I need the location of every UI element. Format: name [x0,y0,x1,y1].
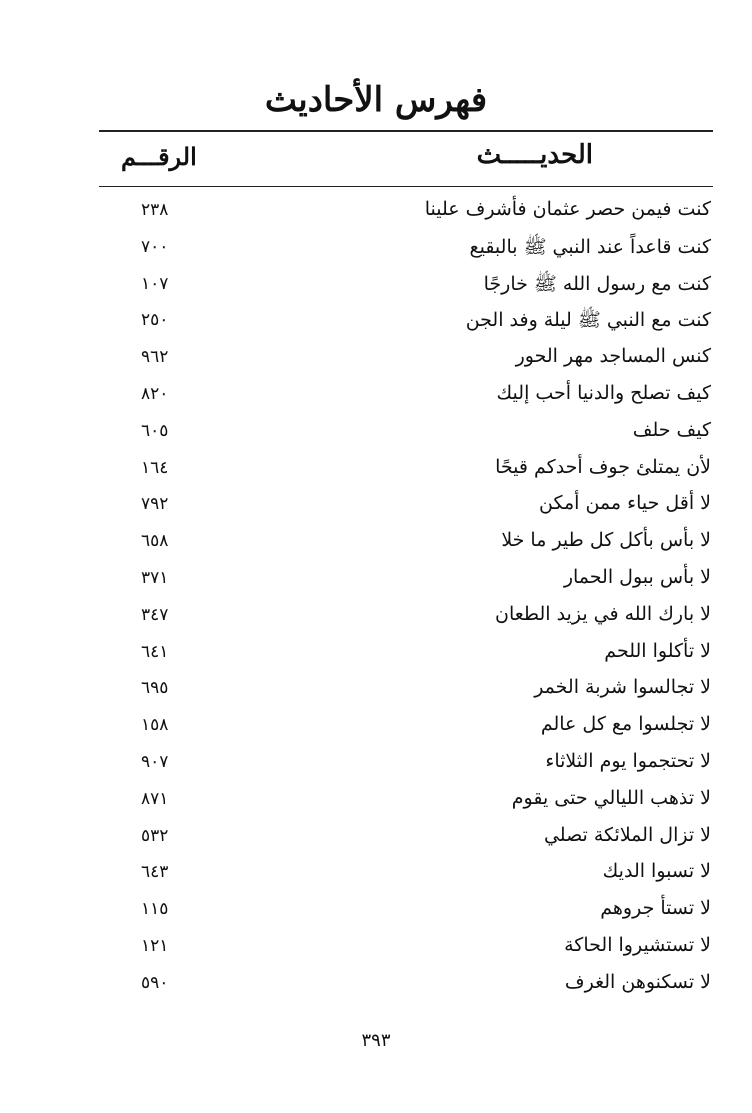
column-header-number: الرقـــم [121,142,197,171]
list-item [99,856,713,893]
hadith-text: لا تأكلوا اللحم [604,639,711,662]
hadith-text: لا بأس بأكل كل طير ما خلا [501,529,711,552]
hadith-number: ٢٣٨ [141,200,169,220]
column-header-hadith: الحديـــــث [476,140,593,170]
list-item [99,488,713,525]
hadith-text: لا تزال الملائكة تصلي [543,823,711,846]
hadith-text: كنت مع النبي ﷺ ليلة وفد الجن [465,309,711,332]
hadith-number: ١٠٧ [141,273,169,294]
list-item [99,231,713,268]
hadith-number: ٨٧١ [141,788,169,809]
page-title: فهرس الأحاديث [264,80,488,120]
hadith-number: ٩٠٧ [141,751,169,772]
hadith-text: لا بارك الله في يزيد الطعان [494,602,711,625]
hadith-number: ٢٥٠ [141,310,169,331]
hadith-index-list [99,194,713,1004]
hadith-number: ١٢١ [141,935,169,956]
list-item [99,268,713,305]
hadith-number: ٣٤٧ [141,604,169,625]
hadith-number: ٧٩٢ [141,494,169,515]
hadith-text: لا تحتجموا يوم الثلاثاء [545,749,711,772]
hadith-number: ٧٠٠ [141,236,169,257]
list-item [99,304,713,341]
list-item [99,893,713,930]
hadith-text: كنت مع رسول الله ﷺ خارجًا [483,272,711,295]
hadith-number: ٦٤٣ [141,862,169,883]
hadith-number: ١٦٤ [141,457,169,478]
list-item [99,599,713,636]
hadith-text: لا تسبوا الديك [602,860,711,883]
hadith-text: لا بأس ببول الحمار [563,565,711,588]
page-number: ٣٩٣ [361,1030,391,1051]
hadith-number: ٥٣٢ [141,825,169,846]
hadith-number: ٦٩٥ [141,678,169,699]
list-item [99,452,713,489]
list-item [99,562,713,599]
list-item [99,194,713,231]
list-item [99,415,713,452]
hadith-text: لا تذهب الليالي حتى يقوم [511,786,711,809]
hadith-number: ٦٠٥ [141,420,169,441]
list-item [99,525,713,562]
hadith-number: ١٥٨ [141,715,169,736]
header-bottom-rule [99,186,713,187]
hadith-number: ٨٢٠ [141,383,169,404]
list-item [99,967,713,1004]
list-item [99,930,713,967]
hadith-text: كيف تصلح والدنيا أحب إليك [496,381,711,404]
hadith-number: ٦٤١ [141,641,169,662]
hadith-text: لا تستأ جروهم [600,897,711,920]
hadith-number: ٥٩٠ [141,972,169,993]
hadith-text: لا تستشيروا الحاكة [564,933,711,956]
hadith-text: لا تسكنوهن الغرف [564,970,711,993]
hadith-number: ١١٥ [141,899,169,920]
list-item [99,341,713,378]
table-header [99,136,713,182]
hadith-text: لا أقل حياء ممن أمكن [539,492,711,515]
hadith-text: لا تجلسوا مع كل عالم [540,713,711,736]
hadith-text: كنت فيمن حصر عثمان فأشرف علينا [424,198,711,220]
list-item [99,672,713,709]
list-item [99,636,713,673]
list-item [99,709,713,746]
hadith-number: ٣٧١ [141,567,169,588]
list-item [99,820,713,857]
list-item [99,783,713,820]
list-item [99,746,713,783]
hadith-text: لا تجالسوا شربة الخمر [534,676,711,699]
hadith-text: كيف حلف [632,418,711,441]
hadith-text: كنت قاعداً عند النبي ﷺ بالبقيع [469,235,711,258]
header-top-rule [99,130,713,132]
hadith-number: ٩٦٢ [141,347,169,368]
hadith-number: ٦٥٨ [141,531,169,552]
hadith-text: كنس المساجد مهر الحور [515,345,711,368]
list-item [99,378,713,415]
hadith-text: لأن يمتلئ جوف أحدكم قيحًا [495,455,711,478]
